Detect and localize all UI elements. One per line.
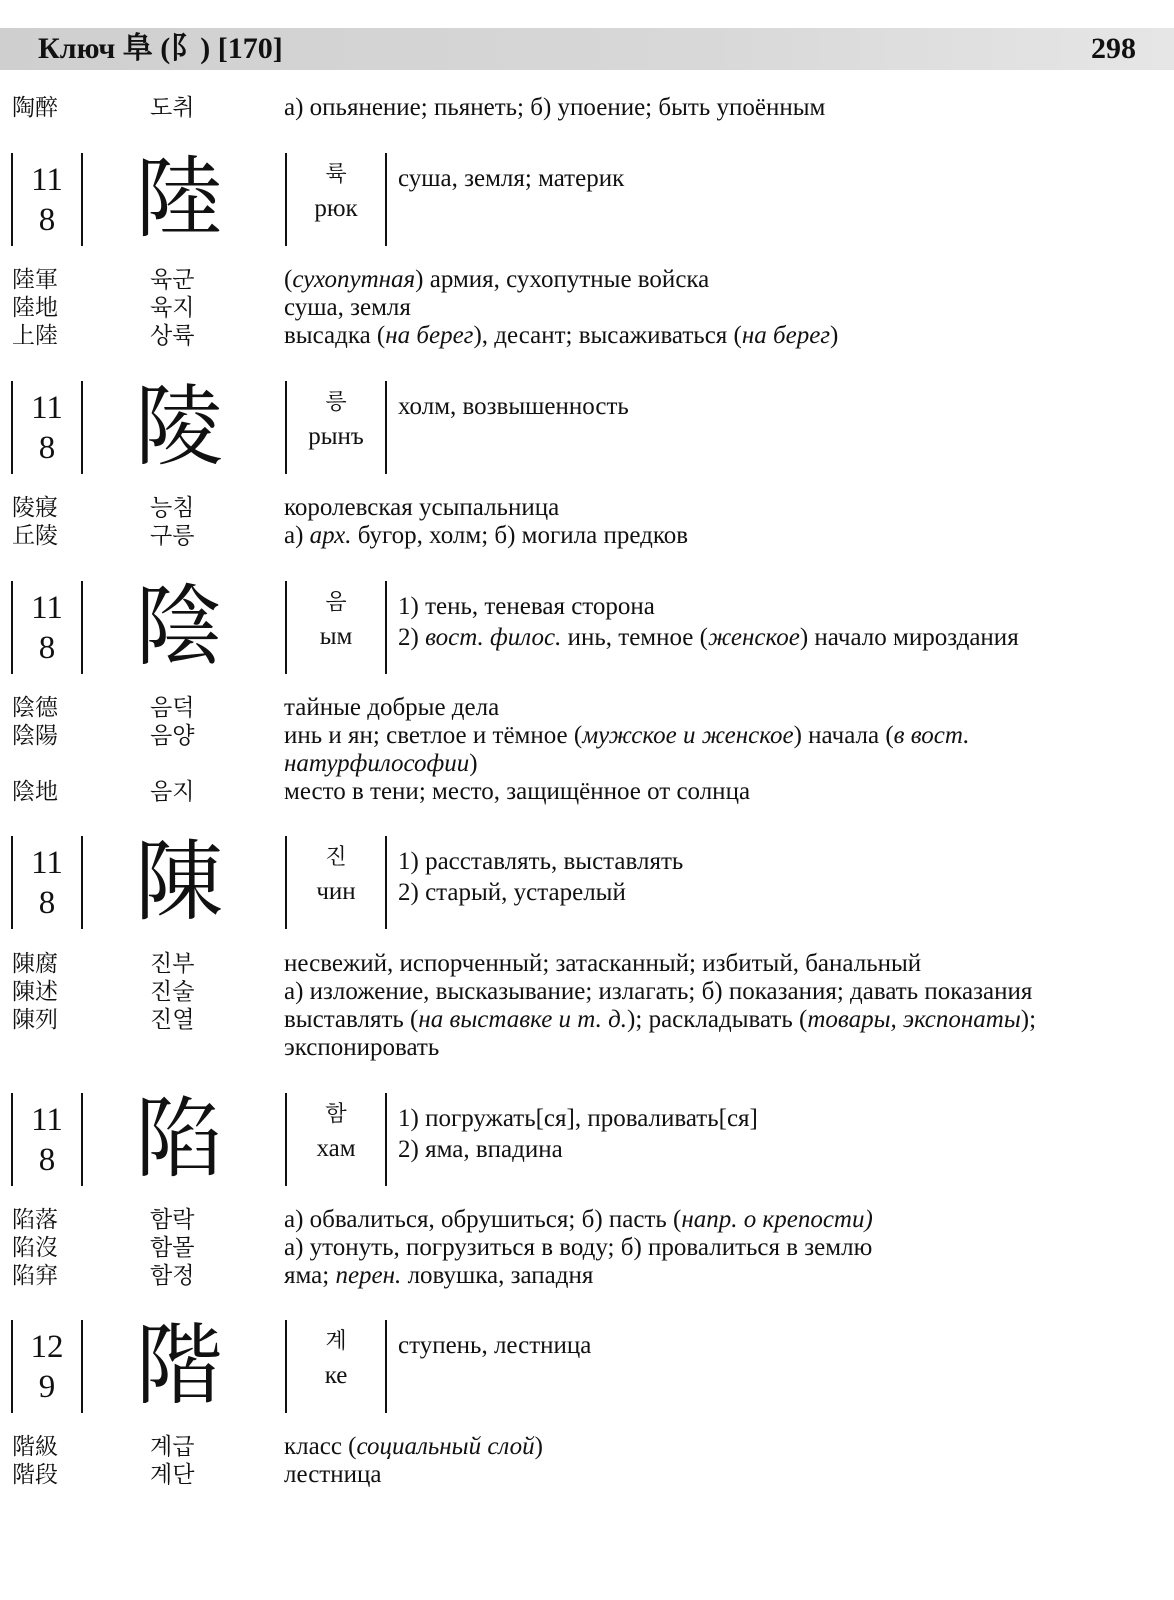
character-entry — [0, 147, 1174, 250]
word-meaning: королевская усыпальница — [284, 494, 560, 521]
word-korean: 계급 — [150, 1434, 195, 1460]
word-korean: 음덕 — [150, 695, 195, 721]
korean-reading: 진 — [325, 845, 347, 870]
word-korean: 함몰 — [150, 1235, 195, 1261]
word-meaning: тайные добрые дела — [284, 694, 500, 721]
extra-strokes: 8 — [38, 430, 56, 466]
definition-line: 2) старый, устарелый — [398, 879, 626, 906]
character-entry — [0, 575, 1174, 678]
reading-box — [285, 1320, 387, 1413]
russian-transcription: рюк — [314, 195, 358, 222]
word-hanja: 陰陽 — [12, 723, 58, 749]
extra-strokes: 8 — [38, 630, 56, 666]
definition-line: 1) погружать[ся], проваливать[ся] — [398, 1105, 758, 1132]
word-korean: 음양 — [150, 723, 195, 749]
character-definition — [398, 1330, 1158, 1361]
word-meaning: а) изложение, высказывание; излагать; б) показания; давать показания — [284, 978, 1033, 1005]
russian-transcription: рынъ — [308, 423, 364, 450]
word-hanja: 陷落 — [12, 1207, 58, 1233]
word-korean: 육군 — [150, 267, 195, 293]
word-korean: 진술 — [150, 979, 195, 1005]
word-korean: 음지 — [150, 779, 195, 805]
russian-transcription: ке — [324, 1362, 348, 1389]
word-meaning: а) обвалиться, обрушиться; б) пасть (напр. о крепости) — [284, 1206, 873, 1233]
word-hanja: 陳列 — [12, 1007, 58, 1033]
word-meaning: суша, земля — [284, 294, 411, 321]
stroke-count: 11 — [31, 590, 63, 626]
definition-line: 2) яма, впадина — [398, 1136, 563, 1163]
word-meaning: место в тени; место, защищённое от солнца — [284, 778, 751, 805]
extra-strokes: 8 — [38, 885, 56, 921]
russian-transcription: ым — [319, 623, 353, 650]
stroke-count-box — [11, 381, 83, 474]
word-meaning: а) опьянение; пьянеть; б) упоение; быть упоённым — [284, 94, 826, 121]
word-hanja: 陳述 — [12, 979, 58, 1005]
headword-character: 陰 — [134, 575, 223, 678]
word-hanja: 陷沒 — [12, 1235, 58, 1261]
reading-box — [285, 836, 387, 929]
korean-reading: 함 — [325, 1102, 347, 1127]
word-korean: 함정 — [150, 1263, 195, 1289]
headword-character: 陳 — [134, 830, 223, 933]
word-hanja: 陰地 — [12, 779, 58, 805]
word-hanja: 陰德 — [12, 695, 58, 721]
reading-box — [285, 153, 387, 246]
definition-line: 2) вост. филос. инь, темное (женское) начало мироздания — [398, 624, 1019, 651]
word-korean: 육지 — [150, 295, 195, 321]
stroke-count-box — [11, 153, 83, 246]
stroke-count-box — [11, 581, 83, 674]
character-definition — [398, 846, 1158, 908]
character-entry — [0, 830, 1174, 933]
word-meaning: инь и ян; светлое и тёмное (мужское и женское) начала (в вост. натурфилософии) — [284, 722, 970, 777]
korean-reading: 릉 — [325, 390, 347, 415]
extra-strokes: 8 — [38, 1142, 56, 1178]
word-korean: 함락 — [150, 1207, 195, 1233]
word-meaning: несвежий, испорченный; затасканный; избитый, банальный — [284, 950, 922, 977]
headword-character: 陷 — [134, 1087, 223, 1190]
word-hanja: 陵寢 — [12, 495, 58, 521]
word-korean: 도취 — [150, 95, 195, 121]
character-definition — [398, 163, 1158, 194]
stroke-count: 12 — [30, 1329, 64, 1365]
word-meaning: выставлять (на выставке и т. д.); раскладывать (товары, экспонаты); экспонировать — [284, 1006, 1037, 1061]
character-entry — [0, 375, 1174, 478]
definition-line: 1) тень, теневая сторона — [398, 593, 655, 620]
word-hanja: 陳腐 — [12, 951, 58, 977]
reading-box — [285, 381, 387, 474]
character-definition — [398, 591, 1158, 653]
word-hanja: 階級 — [12, 1434, 58, 1460]
headword-character: 陸 — [134, 147, 223, 250]
definition-line: суша, земля; материк — [398, 165, 625, 192]
character-definition — [398, 391, 1158, 422]
russian-transcription: хам — [316, 1135, 356, 1162]
korean-reading: 륙 — [325, 162, 347, 187]
korean-reading: 음 — [325, 590, 347, 615]
headword-character: 階 — [134, 1314, 223, 1417]
word-hanja: 陸軍 — [12, 267, 58, 293]
word-meaning: а) арх. бугор, холм; б) могила предков — [284, 522, 689, 549]
word-hanja: 陸地 — [12, 295, 58, 321]
word-meaning: (сухопутная) армия, сухопутные войска — [284, 266, 710, 293]
stroke-count-box — [11, 1320, 83, 1413]
stroke-count-box — [11, 1093, 83, 1186]
word-hanja: 上陸 — [12, 323, 58, 349]
character-entry — [0, 1314, 1174, 1417]
word-hanja: 丘陵 — [12, 523, 58, 549]
definition-line: 1) расставлять, выставлять — [398, 848, 684, 875]
stroke-count-box — [11, 836, 83, 929]
reading-box — [285, 581, 387, 674]
extra-strokes: 8 — [38, 202, 56, 238]
word-hanja: 陶醉 — [12, 95, 58, 121]
character-entry — [0, 1087, 1174, 1190]
russian-transcription: чин — [316, 878, 356, 905]
definition-line: ступень, лестница — [398, 1332, 592, 1359]
stroke-count: 11 — [31, 845, 63, 881]
word-hanja: 陷穽 — [12, 1263, 58, 1289]
korean-reading: 계 — [325, 1329, 347, 1354]
word-hanja: 階段 — [12, 1462, 58, 1488]
word-meaning: высадка (на берег), десант; высаживаться (на берег) — [284, 322, 839, 349]
word-meaning: а) утонуть, погрузиться в воду; б) провалиться в землю — [284, 1234, 873, 1261]
word-meaning: класс (социальный слой) — [284, 1433, 543, 1460]
page-number: 298 — [1091, 32, 1136, 65]
word-meaning: лестница — [284, 1461, 382, 1488]
reading-box — [285, 1093, 387, 1186]
word-korean: 진열 — [150, 1007, 195, 1033]
word-korean: 상륙 — [150, 323, 195, 349]
stroke-count: 11 — [31, 390, 63, 426]
page-header — [0, 28, 1174, 70]
word-korean: 능침 — [150, 495, 195, 521]
word-korean: 진부 — [150, 951, 195, 977]
definition-line: холм, возвышенность — [398, 393, 629, 420]
extra-strokes: 9 — [38, 1369, 56, 1405]
word-korean: 구릉 — [150, 523, 195, 549]
character-definition — [398, 1103, 1158, 1165]
stroke-count: 11 — [31, 1102, 63, 1138]
header-title: Ключ 阜 (阝) [170] — [38, 32, 283, 65]
word-meaning: яма; перен. ловушка, западня — [284, 1262, 594, 1289]
word-korean: 계단 — [150, 1462, 195, 1488]
stroke-count: 11 — [31, 162, 63, 198]
headword-character: 陵 — [134, 375, 223, 478]
